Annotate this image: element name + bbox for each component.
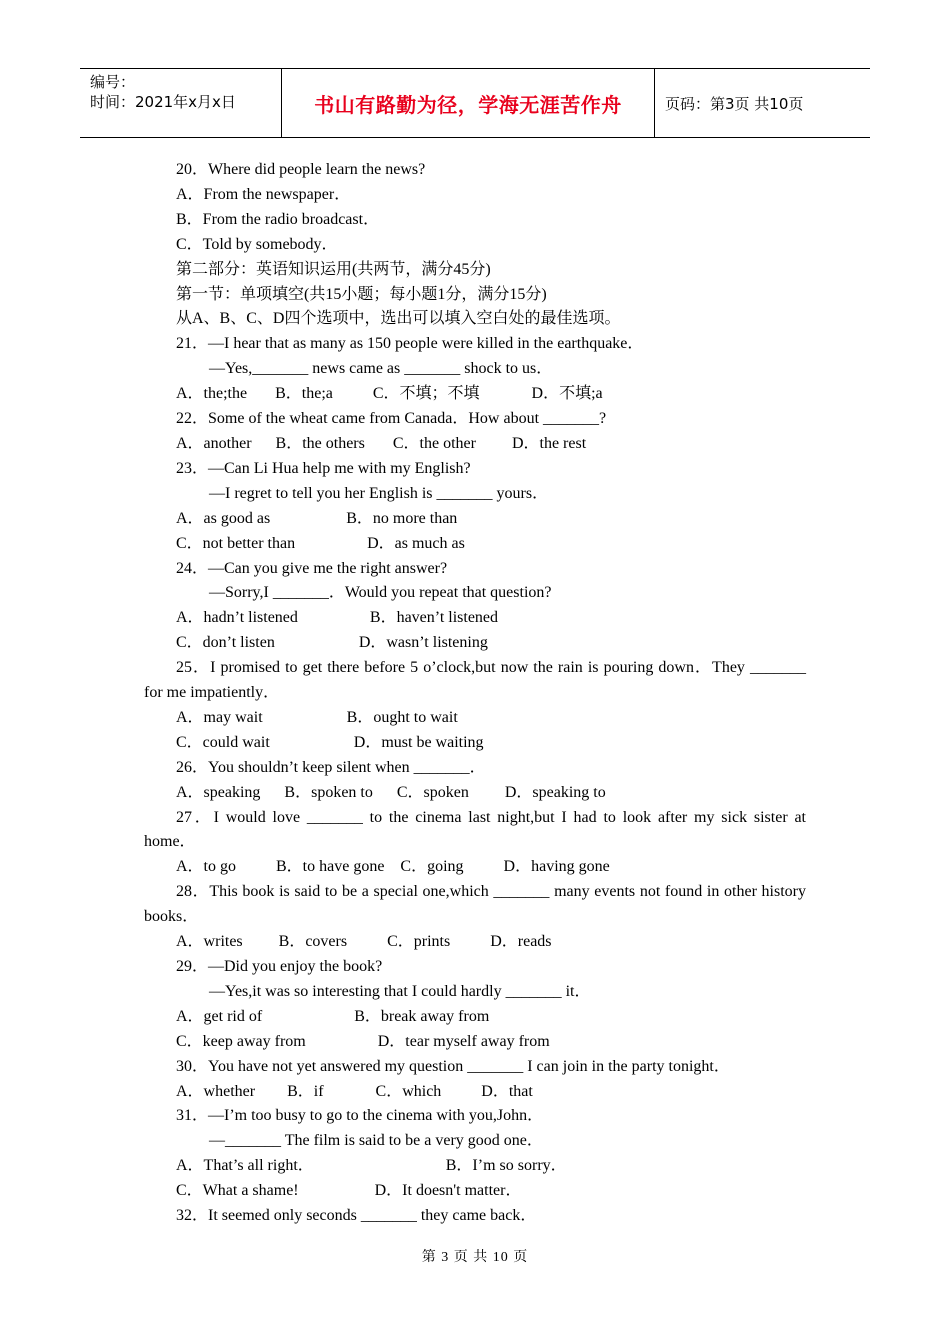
question-line: 26．You shouldn’t keep silent when _______．	[176, 758, 486, 776]
option-line: A．to go B．to have gone C．going D．having gone	[176, 858, 610, 876]
time-label: 时间：2021年x月x日	[90, 93, 236, 111]
option-line: C．What a shame! D．It doesn't matter．	[176, 1182, 522, 1200]
option-line: A．may wait B．ought to wait	[176, 708, 458, 726]
page-footer: 第 3 页 共 10 页	[421, 1250, 529, 1265]
instruction-line: 从A、B、C、D四个选项中，选出可以填入空白处的最佳选项。	[176, 310, 621, 328]
option-line: C．keep away from D．tear myself away from	[176, 1032, 550, 1050]
question-paragraph: 25．I promised to get there before 5 o’clock,but now the rain is pouring down．They _______ for me impatiently．	[144, 659, 806, 702]
question-line: 30．You have not yet answered my question _______ I can join in the party tonight．	[176, 1057, 730, 1075]
option-line: C．don’t listen D．wasn’t listening	[176, 634, 488, 652]
option-line: A．speaking B．spoken to C．spoken D．speaking to	[176, 783, 606, 801]
option-line: C．could wait D．must be waiting	[176, 733, 484, 751]
question-line: 23．—Can Li Hua help me with my English?	[176, 459, 471, 477]
question-line: 22．Some of the wheat came from Canada．How about _______?	[176, 410, 607, 428]
header-motto: 书山有路勤为径，学海无涯苦作舟	[314, 93, 622, 117]
header-divider-right	[654, 69, 655, 137]
option-line: A．writes B．covers C．prints D．reads	[176, 933, 552, 951]
option-line: A．the;the B．the;a C．不填；不填 D．不填;a	[176, 385, 603, 403]
option-line: A．get rid of B．break away from	[176, 1007, 490, 1025]
option-line: A．another B．the others C．the other D．the rest	[176, 434, 587, 452]
question-line: 20．Where did people learn the news?	[176, 161, 426, 178]
option-line: A．From the newspaper．	[176, 185, 351, 203]
option-line: A．hadn’t listened B．haven’t listened	[176, 609, 499, 627]
question-line: 21．—I hear that as many as 150 people were killed in the earthquake．	[176, 335, 644, 353]
dialogue-line: —_______ The film is said to be a very good one．	[209, 1132, 543, 1150]
question-line: 29．—Did you enjoy the book?	[176, 958, 383, 975]
option-line: A．as good as B．no more than	[176, 509, 458, 527]
page-header	[80, 68, 870, 138]
serial-label: 编号：	[90, 73, 136, 91]
option-line: C．Told by somebody．	[176, 235, 338, 253]
header-page-code: 页码：第3页 共10页	[665, 95, 804, 113]
question-paragraph: 28．This book is said to be a special one,which _______ many events not found in other history books．	[144, 883, 806, 926]
option-line: B．From the radio broadcast．	[176, 210, 380, 228]
option-line: C．not better than D．as much as	[176, 534, 465, 552]
question-line: 24．—Can you give me the right answer?	[176, 559, 448, 577]
section-heading: 第一节：单项填空(共15小题；每小题1分，满分15分)	[176, 285, 547, 303]
question-line: 31．—I’m too busy to go to the cinema with you,John．	[176, 1107, 544, 1125]
section-heading: 第二部分：英语知识运用(共两节，满分45分)	[176, 260, 491, 278]
option-line: A．whether B．if C．which D．that	[176, 1082, 533, 1100]
dialogue-line: —Yes,_______ news came as _______ shock to us．	[209, 360, 553, 378]
header-meta	[90, 72, 236, 112]
question-line: 32．It seemed only seconds _______ they came back．	[176, 1207, 537, 1225]
dialogue-line: —Sorry,I _______．Would you repeat that question?	[209, 584, 552, 602]
dialogue-line: —I regret to tell you her English is _______ yours．	[209, 484, 549, 502]
exam-content	[144, 158, 806, 1229]
question-paragraph: 27．I would love _______ to the cinema last night,but I had to look after my sick sister at home．	[144, 808, 807, 851]
option-line: A．That’s all right． B．I’m so sorry．	[176, 1157, 567, 1175]
dialogue-line: —Yes,it was so interesting that I could hardly _______ it．	[209, 982, 591, 1000]
